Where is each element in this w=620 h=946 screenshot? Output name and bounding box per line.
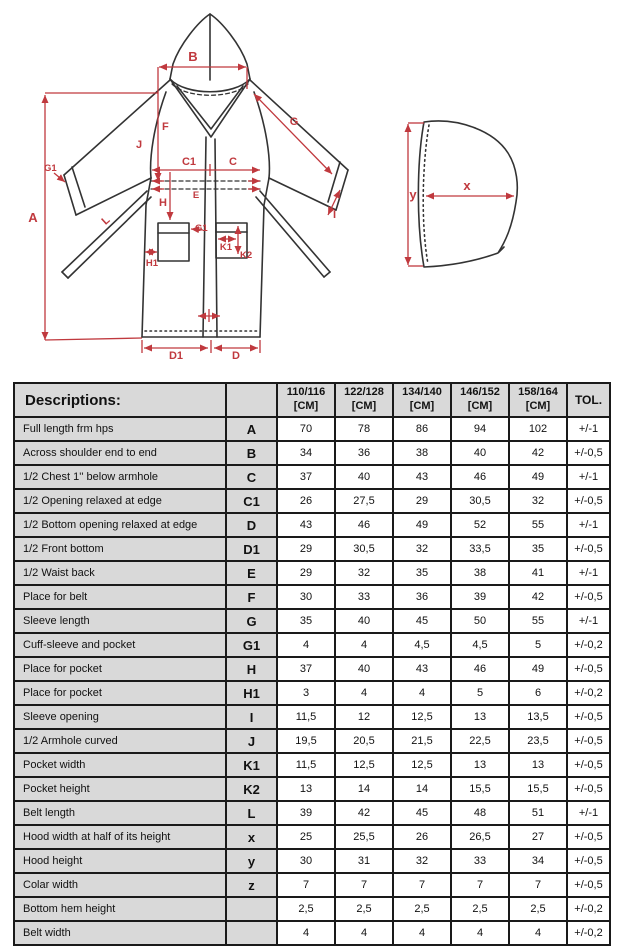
- size-value-cell: 70: [277, 417, 335, 441]
- size-value-cell: 26: [393, 825, 451, 849]
- size-value-cell: 34: [509, 849, 567, 873]
- table-row: [14, 873, 610, 897]
- dim-label-c1: C1: [181, 156, 197, 168]
- row-tolerance: +/-0,5: [567, 825, 610, 849]
- size-value-cell: 13: [451, 753, 509, 777]
- size-label: 110/116: [286, 386, 326, 399]
- row-tolerance: +/-0,5: [567, 657, 610, 681]
- dim-label-k1: K1: [219, 242, 233, 253]
- size-value-cell: 27,5: [335, 489, 393, 513]
- size-value-cell: 36: [335, 441, 393, 465]
- size-value-cell: 35: [509, 537, 567, 561]
- size-value-cell: 43: [393, 657, 451, 681]
- size-value-cell: 4: [509, 921, 567, 945]
- size-value-cell: 7: [509, 873, 567, 897]
- dim-label-i: I: [333, 209, 337, 221]
- hood-front-edge-stitching: [423, 125, 429, 264]
- sleeve-left-top: [64, 80, 170, 175]
- size-value-cell: 102: [509, 417, 567, 441]
- row-tolerance: +/-0,5: [567, 537, 610, 561]
- hood-collar-curve: [170, 79, 250, 92]
- garment-measurement-diagram: [0, 0, 620, 378]
- table-row: [14, 849, 610, 873]
- row-letter: z: [226, 873, 277, 897]
- sleeve-left-end: [64, 175, 76, 215]
- row-letter: J: [226, 729, 277, 753]
- armhole-right: [254, 92, 269, 178]
- size-value-cell: 48: [451, 801, 509, 825]
- row-letter: A: [226, 417, 277, 441]
- table-row: [14, 465, 610, 489]
- row-description: Belt width: [14, 921, 226, 945]
- size-value-cell: 49: [509, 657, 567, 681]
- row-description: 1/2 Armhole curved: [14, 729, 226, 753]
- letter-header: [226, 383, 277, 417]
- size-value-cell: 21,5: [393, 729, 451, 753]
- size-value-cell: 32: [335, 561, 393, 585]
- size-label: 134/140: [402, 386, 442, 399]
- table-row: [14, 897, 610, 921]
- size-value-cell: 12,5: [393, 753, 451, 777]
- front-band-left: [203, 137, 206, 337]
- dim-label-d1: D1: [168, 350, 184, 362]
- table-row: [14, 705, 610, 729]
- row-description: Place for pocket: [14, 657, 226, 681]
- size-value-cell: 33,5: [451, 537, 509, 561]
- dim-label-x: x: [463, 178, 471, 193]
- size-value-cell: 39: [277, 801, 335, 825]
- row-letter: K2: [226, 777, 277, 801]
- table-row: [14, 537, 610, 561]
- size-header-122-128: [335, 383, 393, 417]
- size-value-cell: 4: [335, 633, 393, 657]
- descriptions-header: Descriptions:: [14, 383, 226, 417]
- size-value-cell: 3: [277, 681, 335, 705]
- size-value-cell: 42: [509, 441, 567, 465]
- size-value-cell: 19,5: [277, 729, 335, 753]
- size-value-cell: 25: [277, 825, 335, 849]
- size-value-cell: 30: [277, 585, 335, 609]
- table-row: [14, 417, 610, 441]
- size-value-cell: 4: [277, 921, 335, 945]
- size-value-cell: 4: [393, 921, 451, 945]
- size-value-cell: 15,5: [509, 777, 567, 801]
- size-value-cell: 52: [451, 513, 509, 537]
- size-value-cell: 2,5: [451, 897, 509, 921]
- belt-left: [62, 191, 147, 272]
- row-tolerance: +/-0,5: [567, 585, 610, 609]
- row-letter: [226, 921, 277, 945]
- size-value-cell: 5: [451, 681, 509, 705]
- size-value-cell: 35: [277, 609, 335, 633]
- dim-label-d: D: [232, 350, 240, 362]
- size-value-cell: 11,5: [277, 705, 335, 729]
- size-value-cell: 26,5: [451, 825, 509, 849]
- row-tolerance: +/-0,2: [567, 897, 610, 921]
- row-description: Pocket height: [14, 777, 226, 801]
- size-value-cell: 39: [451, 585, 509, 609]
- size-value-cell: 2,5: [335, 897, 393, 921]
- robe-front-drawing: [62, 14, 348, 337]
- size-value-cell: 40: [335, 657, 393, 681]
- dim-label-k2: K2: [240, 250, 253, 261]
- row-tolerance: +/-0,5: [567, 777, 610, 801]
- dim-label-b: B: [188, 49, 198, 64]
- size-label: 122/128: [344, 386, 384, 399]
- size-value-cell: 4,5: [451, 633, 509, 657]
- row-description: Hood width at half of its height: [14, 825, 226, 849]
- size-value-cell: 15,5: [451, 777, 509, 801]
- dim-label-y: y: [409, 187, 417, 202]
- size-value-cell: 13: [277, 777, 335, 801]
- row-tolerance: +/-0,5: [567, 753, 610, 777]
- size-value-cell: 46: [451, 657, 509, 681]
- row-letter: F: [226, 585, 277, 609]
- size-label: 158/164: [518, 386, 558, 399]
- size-value-cell: 51: [509, 801, 567, 825]
- size-header-158-164: [509, 383, 567, 417]
- size-value-cell: 7: [451, 873, 509, 897]
- size-value-cell: 37: [277, 657, 335, 681]
- dim-label-j: J: [135, 139, 143, 151]
- size-value-cell: 2,5: [277, 897, 335, 921]
- size-value-cell: 13,5: [509, 705, 567, 729]
- row-letter: B: [226, 441, 277, 465]
- size-value-cell: 11,5: [277, 753, 335, 777]
- row-description: 1/2 Chest 1'' below armhole: [14, 465, 226, 489]
- row-tolerance: +/-1: [567, 465, 610, 489]
- hood-outline: [170, 14, 210, 79]
- table-row: [14, 441, 610, 465]
- tolerance-header: TOL.: [567, 383, 610, 417]
- size-value-cell: 2,5: [509, 897, 567, 921]
- table-row: [14, 561, 610, 585]
- row-description: Place for belt: [14, 585, 226, 609]
- dim-label-g1-pocket: G1: [195, 223, 208, 234]
- dimension-lines: [45, 67, 514, 353]
- size-value-cell: 42: [509, 585, 567, 609]
- size-value-cell: 78: [335, 417, 393, 441]
- row-letter: x: [226, 825, 277, 849]
- size-value-cell: 4: [393, 681, 451, 705]
- row-description: Hood height: [14, 849, 226, 873]
- size-value-cell: 26: [277, 489, 335, 513]
- row-letter: C: [226, 465, 277, 489]
- unit-label: [CM]: [525, 400, 551, 412]
- size-value-cell: 6: [509, 681, 567, 705]
- size-value-cell: 55: [509, 513, 567, 537]
- size-value-cell: 38: [451, 561, 509, 585]
- size-value-cell: 46: [335, 513, 393, 537]
- row-letter: D1: [226, 537, 277, 561]
- measurement-drawing: [0, 0, 620, 378]
- row-tolerance: +/-1: [567, 513, 610, 537]
- row-description: 1/2 Bottom opening relaxed at edge: [14, 513, 226, 537]
- row-letter: y: [226, 849, 277, 873]
- belt-left: [68, 197, 151, 278]
- body-side-right: [260, 178, 269, 337]
- size-chart-table: [13, 382, 611, 946]
- size-value-cell: 34: [277, 441, 335, 465]
- size-value-cell: 40: [335, 465, 393, 489]
- size-header-146-152: [451, 383, 509, 417]
- table-row: [14, 585, 610, 609]
- row-letter: I: [226, 705, 277, 729]
- belt-right-tip: [324, 272, 330, 277]
- size-value-cell: 4,5: [393, 633, 451, 657]
- unit-label: [CM]: [467, 400, 493, 412]
- size-value-cell: 49: [393, 513, 451, 537]
- size-value-cell: 32: [393, 537, 451, 561]
- row-description: Place for pocket: [14, 681, 226, 705]
- row-tolerance: +/-0,5: [567, 849, 610, 873]
- row-letter: G: [226, 609, 277, 633]
- size-value-cell: 12: [335, 705, 393, 729]
- sleeve-right-top: [250, 80, 348, 170]
- sleeve-left-cuff: [72, 167, 85, 207]
- size-value-cell: 12,5: [335, 753, 393, 777]
- dim-label-f: F: [162, 121, 169, 133]
- dim-G1-sleeve: [54, 173, 65, 182]
- size-value-cell: 4: [277, 633, 335, 657]
- size-value-cell: 49: [509, 465, 567, 489]
- dim-label-c: C: [229, 156, 237, 168]
- row-tolerance: +/-0,2: [567, 921, 610, 945]
- size-value-cell: 14: [393, 777, 451, 801]
- size-value-cell: 13: [509, 753, 567, 777]
- table-row: [14, 801, 610, 825]
- size-value-cell: 42: [335, 801, 393, 825]
- size-value-cell: 5: [509, 633, 567, 657]
- row-tolerance: +/-0,2: [567, 633, 610, 657]
- row-description: Pocket width: [14, 753, 226, 777]
- dim-label-e: E: [192, 190, 200, 201]
- size-value-cell: 7: [393, 873, 451, 897]
- size-value-cell: 38: [393, 441, 451, 465]
- row-tolerance: +/-1: [567, 417, 610, 441]
- row-description: Belt length: [14, 801, 226, 825]
- belt-right: [256, 197, 324, 277]
- size-value-cell: 36: [393, 585, 451, 609]
- row-tolerance: +/-0,2: [567, 681, 610, 705]
- size-value-cell: 43: [393, 465, 451, 489]
- size-value-cell: 27: [509, 825, 567, 849]
- row-description: Across shoulder end to end: [14, 441, 226, 465]
- dim-label-g1-sleeve: G1: [44, 163, 57, 174]
- row-description: 1/2 Opening relaxed at edge: [14, 489, 226, 513]
- row-tolerance: +/-0,5: [567, 873, 610, 897]
- size-value-cell: 29: [277, 537, 335, 561]
- row-tolerance: +/-0,5: [567, 441, 610, 465]
- size-value-cell: 46: [451, 465, 509, 489]
- size-value-cell: 22,5: [451, 729, 509, 753]
- row-letter: K1: [226, 753, 277, 777]
- row-letter: D: [226, 513, 277, 537]
- size-value-cell: 33: [335, 585, 393, 609]
- table-row: [14, 657, 610, 681]
- table-row: [14, 513, 610, 537]
- sleeve-right-end: [336, 170, 348, 210]
- table-row: [14, 921, 610, 945]
- size-value-cell: 37: [277, 465, 335, 489]
- size-value-cell: 40: [451, 441, 509, 465]
- size-value-cell: 20,5: [335, 729, 393, 753]
- row-letter: C1: [226, 489, 277, 513]
- size-value-cell: 2,5: [393, 897, 451, 921]
- size-value-cell: 4: [335, 921, 393, 945]
- size-value-cell: 31: [335, 849, 393, 873]
- row-description: 1/2 Front bottom: [14, 537, 226, 561]
- size-chart-body: [14, 417, 610, 945]
- unit-label: [CM]: [409, 400, 435, 412]
- dim-label-g: G: [289, 116, 299, 128]
- row-description: Sleeve opening: [14, 705, 226, 729]
- size-header-110-116: [277, 383, 335, 417]
- table-row: [14, 489, 610, 513]
- size-value-cell: 32: [393, 849, 451, 873]
- table-row: [14, 729, 610, 753]
- row-description: 1/2 Waist back: [14, 561, 226, 585]
- row-tolerance: +/-0,5: [567, 729, 610, 753]
- table-row: [14, 633, 610, 657]
- row-tolerance: +/-0,5: [567, 705, 610, 729]
- row-letter: G1: [226, 633, 277, 657]
- size-value-cell: 32: [509, 489, 567, 513]
- belt-right: [260, 191, 330, 272]
- size-value-cell: 7: [335, 873, 393, 897]
- row-tolerance: +/-1: [567, 801, 610, 825]
- dim-label-a: A: [28, 210, 38, 225]
- pocket-left: [158, 223, 189, 261]
- row-tolerance: +/-1: [567, 561, 610, 585]
- row-letter: [226, 897, 277, 921]
- sleeve-left-under: [76, 178, 151, 215]
- header-row: [14, 383, 610, 417]
- row-tolerance: +/-0,5: [567, 489, 610, 513]
- size-label: 146/152: [460, 386, 500, 399]
- size-value-cell: 41: [509, 561, 567, 585]
- row-description: Colar width: [14, 873, 226, 897]
- belt-left-tip: [62, 272, 68, 278]
- size-value-cell: 4: [451, 921, 509, 945]
- row-letter: H1: [226, 681, 277, 705]
- size-value-cell: 40: [335, 609, 393, 633]
- size-value-cell: 7: [277, 873, 335, 897]
- size-value-cell: 23,5: [509, 729, 567, 753]
- size-value-cell: 45: [393, 801, 451, 825]
- size-value-cell: 30: [277, 849, 335, 873]
- size-value-cell: 50: [451, 609, 509, 633]
- table-row: [14, 777, 610, 801]
- table-row: [14, 825, 610, 849]
- size-value-cell: 94: [451, 417, 509, 441]
- dim-label-h: H: [159, 197, 167, 209]
- dim-label-l: L: [99, 214, 113, 228]
- row-letter: E: [226, 561, 277, 585]
- size-value-cell: 30,5: [335, 537, 393, 561]
- table-row: [14, 609, 610, 633]
- hood-side-drawing: [418, 121, 517, 267]
- unit-label: [CM]: [351, 400, 377, 412]
- hood-outline: [210, 14, 250, 79]
- size-value-cell: 13: [451, 705, 509, 729]
- size-value-cell: 35: [393, 561, 451, 585]
- size-value-cell: 29: [277, 561, 335, 585]
- size-value-cell: 4: [335, 681, 393, 705]
- sleeve-right-cuff: [328, 162, 340, 202]
- dim-label-h1: H1: [145, 258, 159, 269]
- size-value-cell: 45: [393, 609, 451, 633]
- table-row: [14, 753, 610, 777]
- size-value-cell: 14: [335, 777, 393, 801]
- table-row: [14, 681, 610, 705]
- size-value-cell: 29: [393, 489, 451, 513]
- size-value-cell: 55: [509, 609, 567, 633]
- size-value-cell: 25,5: [335, 825, 393, 849]
- hood-side-outline: [418, 121, 517, 267]
- row-letter: H: [226, 657, 277, 681]
- row-description: Bottom hem height: [14, 897, 226, 921]
- size-value-cell: 86: [393, 417, 451, 441]
- size-value-cell: 43: [277, 513, 335, 537]
- size-header-134-140: [393, 383, 451, 417]
- row-description: Sleeve length: [14, 609, 226, 633]
- size-value-cell: 30,5: [451, 489, 509, 513]
- size-value-cell: 33: [451, 849, 509, 873]
- dim-D1-D: [142, 340, 260, 353]
- row-description: Cuff-sleeve and pocket: [14, 633, 226, 657]
- row-description: Full length frm hps: [14, 417, 226, 441]
- row-letter: L: [226, 801, 277, 825]
- row-tolerance: +/-1: [567, 609, 610, 633]
- unit-label: [CM]: [293, 400, 319, 412]
- sleeve-right-under: [269, 178, 336, 210]
- size-value-cell: 12,5: [393, 705, 451, 729]
- size-chart-section: [0, 378, 620, 946]
